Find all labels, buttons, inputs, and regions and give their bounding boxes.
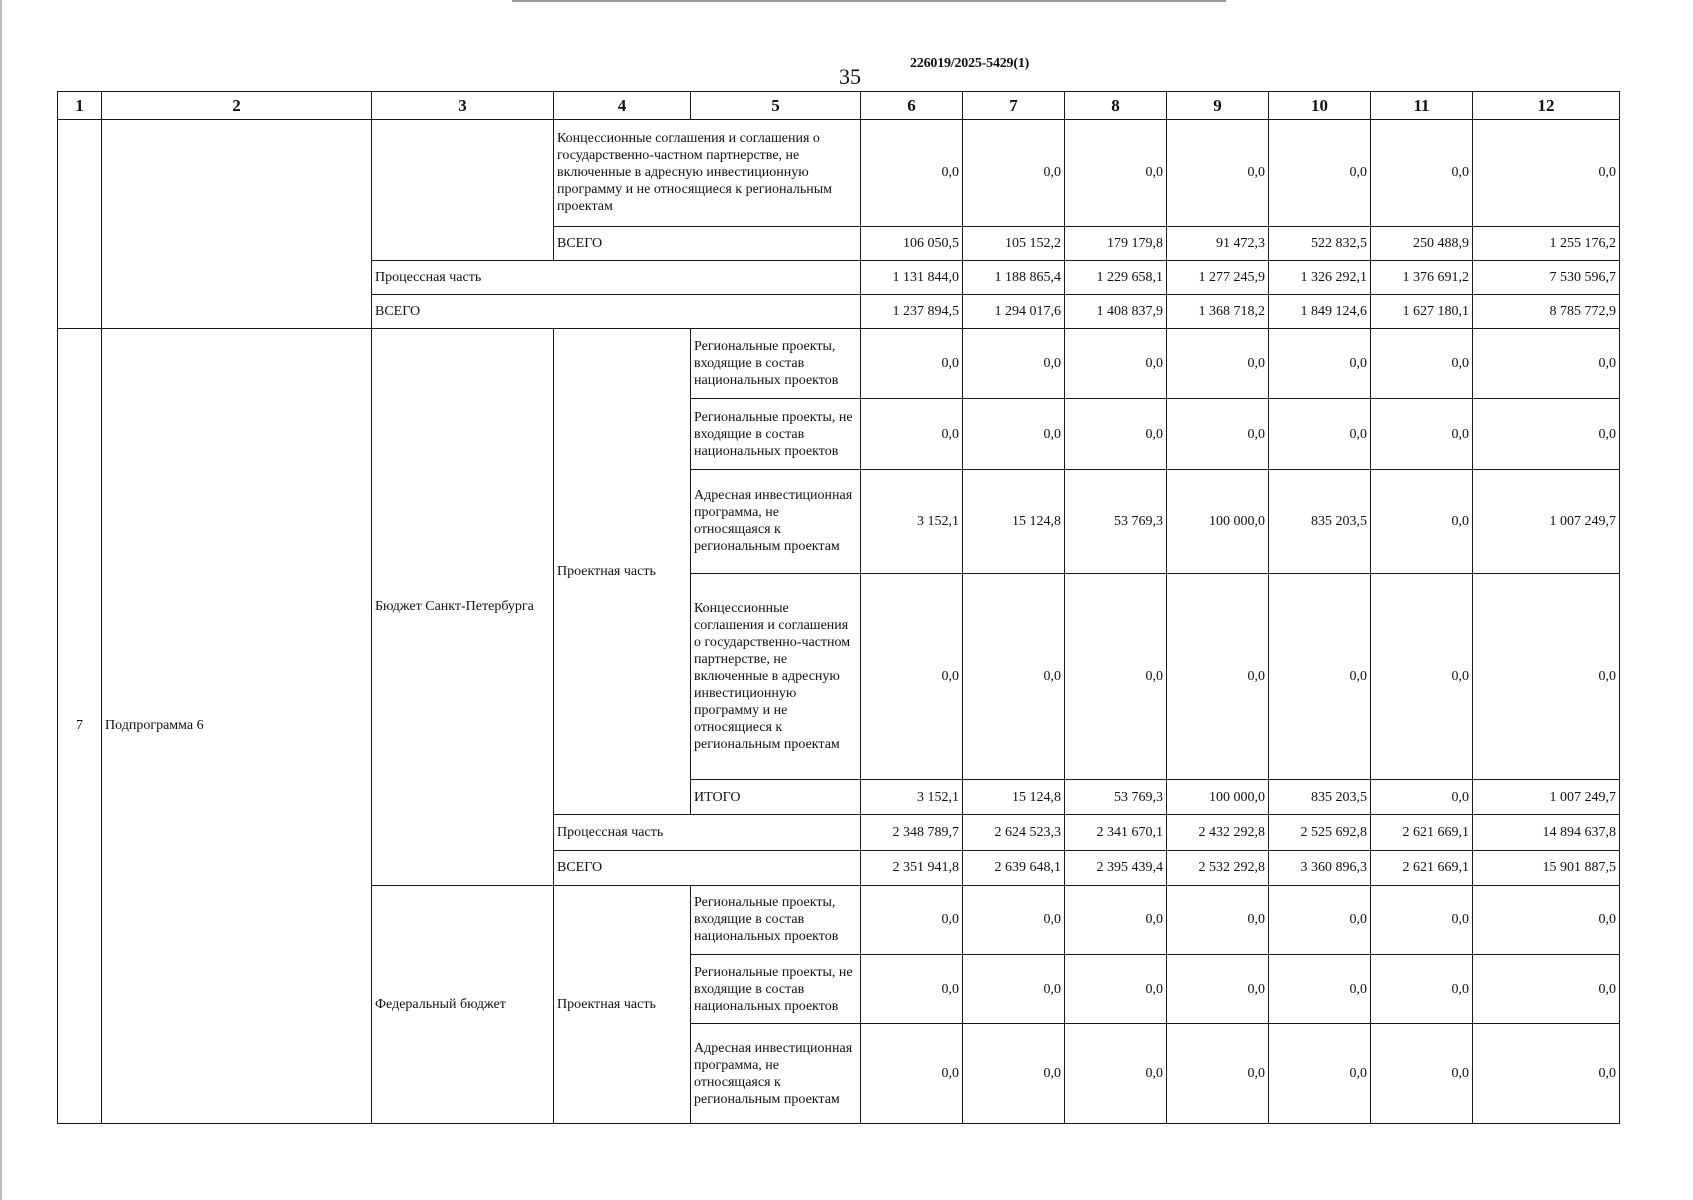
value-cell: 0,0 — [861, 1024, 963, 1124]
value-cell: 0,0 — [1167, 1024, 1269, 1124]
value-cell: 2 621 669,1 — [1371, 815, 1473, 850]
row-label: Процессная часть — [372, 260, 861, 294]
value-cell: 2 532 292,8 — [1167, 850, 1269, 885]
value-cell: 522 832,5 — [1269, 226, 1371, 260]
header-cell: 7 — [963, 92, 1065, 120]
value-cell: 53 769,3 — [1065, 780, 1167, 815]
value-cell: 0,0 — [963, 399, 1065, 469]
table-row — [58, 328, 1620, 398]
row-label: ВСЕГО — [372, 294, 861, 328]
value-cell: 1 229 658,1 — [1065, 260, 1167, 294]
value-cell: 0,0 — [1269, 1024, 1371, 1124]
value-cell: 7 530 596,7 — [1473, 260, 1620, 294]
financing-table — [57, 91, 1620, 1124]
value-cell: 1 007 249,7 — [1473, 469, 1620, 574]
value-cell: 2 395 439,4 — [1065, 850, 1167, 885]
value-cell: 0,0 — [1371, 955, 1473, 1024]
value-cell: 0,0 — [1065, 955, 1167, 1024]
value-cell: 0,0 — [1269, 120, 1371, 227]
value-cell: 0,0 — [1473, 120, 1620, 227]
value-cell: 15 124,8 — [963, 469, 1065, 574]
header-cell: 2 — [102, 92, 372, 120]
row-label: Процессная часть — [554, 815, 861, 850]
value-cell: 2 639 648,1 — [963, 850, 1065, 885]
row-label: Концессионные соглашения и соглашения о государственно-частном партнерстве, не включенные в адресную инвестиционную программу и не относящиеся к региональным проектам — [554, 120, 861, 227]
value-cell: 15 901 887,5 — [1473, 850, 1620, 885]
funding-source: Федеральный бюджет — [372, 885, 554, 1123]
header-cell: 9 — [1167, 92, 1269, 120]
row-label: Региональные проекты, не входящие в состав национальных проектов — [691, 399, 861, 469]
value-cell: 100 000,0 — [1167, 469, 1269, 574]
value-cell: 0,0 — [861, 885, 963, 954]
value-cell: 1 849 124,6 — [1269, 294, 1371, 328]
value-cell: 0,0 — [1065, 1024, 1167, 1124]
value-cell: 0,0 — [963, 885, 1065, 954]
value-cell: 0,0 — [861, 574, 963, 780]
row-index: 7 — [58, 328, 102, 1123]
value-cell: 250 488,9 — [1371, 226, 1473, 260]
part-name: Проектная часть — [554, 885, 691, 1123]
value-cell: 2 348 789,7 — [861, 815, 963, 850]
value-cell: 0,0 — [1371, 574, 1473, 780]
value-cell: 0,0 — [963, 1024, 1065, 1124]
header-cell: 4 — [554, 92, 691, 120]
value-cell: 835 203,5 — [1269, 780, 1371, 815]
value-cell: 91 472,3 — [1167, 226, 1269, 260]
table-row — [58, 120, 1620, 227]
value-cell: 0,0 — [1269, 885, 1371, 954]
header-cell: 6 — [861, 92, 963, 120]
row-label: Концессионные соглашения и соглашения о государственно-частном партнерстве, не включенные в адресную инвестиционную программу и не относящиеся к региональным проектам — [691, 574, 861, 780]
row-label: Адресная инвестиционная программа, не относящаяся к региональным проектам — [691, 1024, 861, 1124]
funding-source: Бюджет Санкт-Петербурга — [372, 328, 554, 885]
value-cell: 0,0 — [963, 120, 1065, 227]
header-cell: 5 — [691, 92, 861, 120]
part-name: Проектная часть — [554, 328, 691, 814]
value-cell: 1 255 176,2 — [1473, 226, 1620, 260]
value-cell: 0,0 — [1269, 328, 1371, 398]
value-cell: 0,0 — [1167, 955, 1269, 1024]
value-cell: 0,0 — [1473, 328, 1620, 398]
program-name: Подпрограмма 6 — [102, 328, 372, 1123]
value-cell: 2 432 292,8 — [1167, 815, 1269, 850]
value-cell: 100 000,0 — [1167, 780, 1269, 815]
row-label: ВСЕГО — [554, 850, 861, 885]
header-cell: 10 — [1269, 92, 1371, 120]
value-cell: 0,0 — [1167, 328, 1269, 398]
value-cell: 0,0 — [1371, 469, 1473, 574]
value-cell: 2 624 523,3 — [963, 815, 1065, 850]
row-label: ИТОГО — [691, 780, 861, 815]
row-label: Региональные проекты, не входящие в состав национальных проектов — [691, 955, 861, 1024]
top-rule — [512, 0, 1226, 2]
header-cell: 3 — [372, 92, 554, 120]
value-cell: 2 621 669,1 — [1371, 850, 1473, 885]
value-cell: 1 326 292,1 — [1269, 260, 1371, 294]
page-number: 35 — [839, 64, 861, 89]
value-cell: 0,0 — [963, 955, 1065, 1024]
value-cell: 105 152,2 — [963, 226, 1065, 260]
value-cell: 0,0 — [1473, 955, 1620, 1024]
header-cell: 11 — [1371, 92, 1473, 120]
header-cell: 8 — [1065, 92, 1167, 120]
value-cell: 1 131 844,0 — [861, 260, 963, 294]
value-cell: 0,0 — [1269, 574, 1371, 780]
value-cell: 0,0 — [1269, 955, 1371, 1024]
value-cell: 53 769,3 — [1065, 469, 1167, 574]
value-cell: 0,0 — [1167, 885, 1269, 954]
value-cell: 2 525 692,8 — [1269, 815, 1371, 850]
header-row — [58, 92, 1620, 120]
document-id: 226019/2025-5429(1) — [910, 56, 1030, 71]
value-cell: 1 376 691,2 — [1371, 260, 1473, 294]
value-cell: 0,0 — [1065, 120, 1167, 227]
value-cell: 1 007 249,7 — [1473, 780, 1620, 815]
header-cell: 1 — [58, 92, 102, 120]
value-cell: 0,0 — [1371, 399, 1473, 469]
value-cell: 0,0 — [1371, 1024, 1473, 1124]
value-cell: 0,0 — [861, 328, 963, 398]
value-cell: 14 894 637,8 — [1473, 815, 1620, 850]
value-cell: 0,0 — [1065, 399, 1167, 469]
source-cell-empty — [372, 120, 554, 261]
value-cell: 0,0 — [1167, 574, 1269, 780]
value-cell: 0,0 — [1371, 120, 1473, 227]
value-cell: 1 188 865,4 — [963, 260, 1065, 294]
page-left-edge — [0, 0, 2, 1200]
value-cell: 2 341 670,1 — [1065, 815, 1167, 850]
value-cell: 1 408 837,9 — [1065, 294, 1167, 328]
value-cell: 1 277 245,9 — [1167, 260, 1269, 294]
value-cell: 0,0 — [861, 399, 963, 469]
value-cell: 1 627 180,1 — [1371, 294, 1473, 328]
value-cell: 179 179,8 — [1065, 226, 1167, 260]
value-cell: 0,0 — [861, 955, 963, 1024]
value-cell: 0,0 — [1371, 885, 1473, 954]
value-cell: 3 152,1 — [861, 469, 963, 574]
value-cell: 0,0 — [861, 120, 963, 227]
value-cell: 0,0 — [1371, 328, 1473, 398]
program-cell-empty — [102, 120, 372, 329]
header-cell: 12 — [1473, 92, 1620, 120]
value-cell: 106 050,5 — [861, 226, 963, 260]
row-label: Адресная инвестиционная программа, не относящаяся к региональным проектам — [691, 469, 861, 574]
value-cell: 0,0 — [1473, 399, 1620, 469]
value-cell: 1 368 718,2 — [1167, 294, 1269, 328]
value-cell: 3 360 896,3 — [1269, 850, 1371, 885]
value-cell: 0,0 — [963, 574, 1065, 780]
value-cell: 835 203,5 — [1269, 469, 1371, 574]
index-cell-empty — [58, 120, 102, 329]
value-cell: 0,0 — [963, 328, 1065, 398]
value-cell: 0,0 — [1473, 885, 1620, 954]
value-cell: 0,0 — [1167, 120, 1269, 227]
row-label: ВСЕГО — [554, 226, 861, 260]
value-cell: 0,0 — [1167, 399, 1269, 469]
value-cell: 0,0 — [1473, 1024, 1620, 1124]
value-cell: 0,0 — [1065, 328, 1167, 398]
value-cell: 1 294 017,6 — [963, 294, 1065, 328]
value-cell: 0,0 — [1269, 399, 1371, 469]
value-cell: 0,0 — [1065, 885, 1167, 954]
row-label: Региональные проекты, входящие в состав национальных проектов — [691, 328, 861, 398]
value-cell: 8 785 772,9 — [1473, 294, 1620, 328]
value-cell: 0,0 — [1065, 574, 1167, 780]
value-cell: 3 152,1 — [861, 780, 963, 815]
row-label: Региональные проекты, входящие в состав национальных проектов — [691, 885, 861, 954]
value-cell: 1 237 894,5 — [861, 294, 963, 328]
value-cell: 0,0 — [1473, 574, 1620, 780]
value-cell: 0,0 — [1371, 780, 1473, 815]
value-cell: 2 351 941,8 — [861, 850, 963, 885]
value-cell: 15 124,8 — [963, 780, 1065, 815]
